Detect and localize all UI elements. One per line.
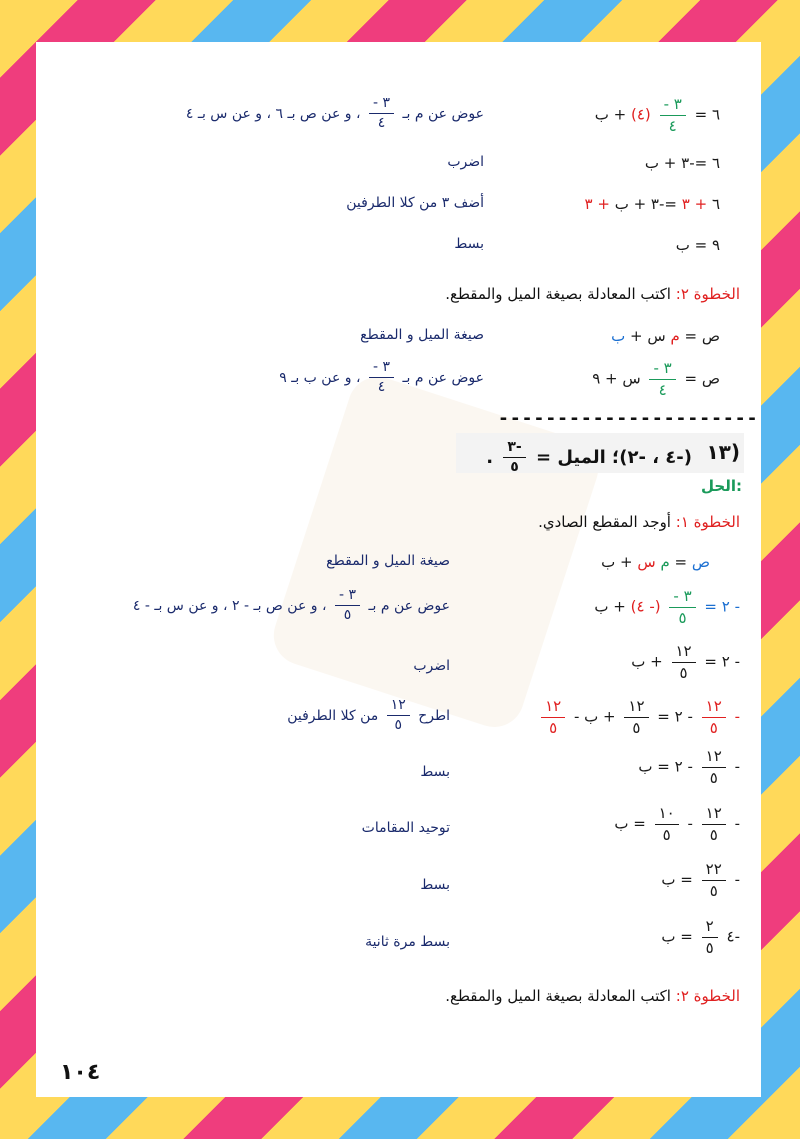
step-2-heading-b: الخطوة ٢: اكتب المعادلة بصيغة الميل والمقطع. xyxy=(445,987,740,1005)
eq2-row-4: - $\frac{١٢}{٥}$ - ٢ = $\frac{١٢}{٥}$ + ب - $\frac{١٢}{٥}$ xyxy=(537,698,740,736)
desc2-row-7: بسط xyxy=(420,877,450,893)
eq2-row-7: - $\frac{٢٢}{٥}$ = ب xyxy=(661,860,740,900)
desc2-row-8: بسط مرة ثانية xyxy=(365,934,450,950)
problem-statement: (-٤ ، -٢)؛ الميل = $\frac{-٣}{٥}$ . xyxy=(486,439,692,476)
desc-row-3: أضف ٣ من كلا الطرفين xyxy=(346,195,484,211)
eq-row-2: ٦ =-٣ + ب xyxy=(644,154,720,172)
eq2-row-2: - ٢ = $\frac{٣ -}{٥}$ (- ٤) + ب xyxy=(594,587,740,627)
eq2-row-5: - $\frac{١٢}{٥}$ - ٢ = ب xyxy=(638,747,740,787)
desc-row-1: عوض عن م بـ $\frac{٣ -}{٤}$ ، و عن ص بـ ٦ ، و عن س بـ ٤ xyxy=(185,95,484,132)
eq2-row-6: - $\frac{١٢}{٥}$ - $\frac{١٠}{٥}$ = ب xyxy=(614,804,740,844)
step-2-heading: الخطوة ٢: اكتب المعادلة بصيغة الميل والمقطع. xyxy=(445,285,740,303)
eq-row-5: ص = م س + ب xyxy=(611,327,720,345)
eq-row-6: ص = $\frac{٣ -}{٤}$ س + ٩ xyxy=(592,359,720,399)
desc2-row-4: اطرح $\frac{١٢}{٥}$ من كلا الطرفين xyxy=(287,697,450,734)
eq2-row-1: ص = م س + ب xyxy=(601,553,710,571)
step-1-heading: الخطوة ١: أوجد المقطع الصادي. xyxy=(538,513,740,531)
solution-label: الحل: xyxy=(701,477,742,495)
desc2-row-5: بسط xyxy=(420,764,450,780)
desc-row-2: اضرب xyxy=(447,154,484,170)
desc2-row-3: اضرب xyxy=(413,658,450,674)
desc-row-5: صيغة الميل و المقطع xyxy=(360,327,484,343)
desc2-row-6: توحيد المقامات xyxy=(361,820,450,836)
page-number: ١٠٤ xyxy=(60,1060,101,1085)
separator-dashes: ---------------------- xyxy=(498,408,759,429)
desc-row-6: عوض عن م بـ $\frac{٣ -}{٤}$ ، و عن ب بـ ٩ xyxy=(279,359,484,396)
desc2-row-2: عوض عن م بـ $\frac{٣ -}{٥}$ ، و عن ص بـ - ٢ ، و عن س بـ - ٤ xyxy=(132,587,450,624)
eq-row-4: ٩ = ب xyxy=(675,236,720,254)
desc-row-4: بسط xyxy=(454,236,484,252)
desc2-row-1: صيغة الميل و المقطع xyxy=(326,553,450,569)
eq-row-3: ٦ + ٣ =-٣ + ب + ٣ xyxy=(584,195,720,213)
eq-row-1: ٦ = $\frac{٣ -}{٤}$ (٤) + ب xyxy=(594,95,720,135)
eq2-row-8: -٤ $\frac{٢}{٥}$ = ب xyxy=(661,917,740,957)
eq2-row-3: - ٢ = $\frac{١٢}{٥}$ + ب xyxy=(631,642,740,682)
problem-number: ١٣) xyxy=(706,440,740,464)
